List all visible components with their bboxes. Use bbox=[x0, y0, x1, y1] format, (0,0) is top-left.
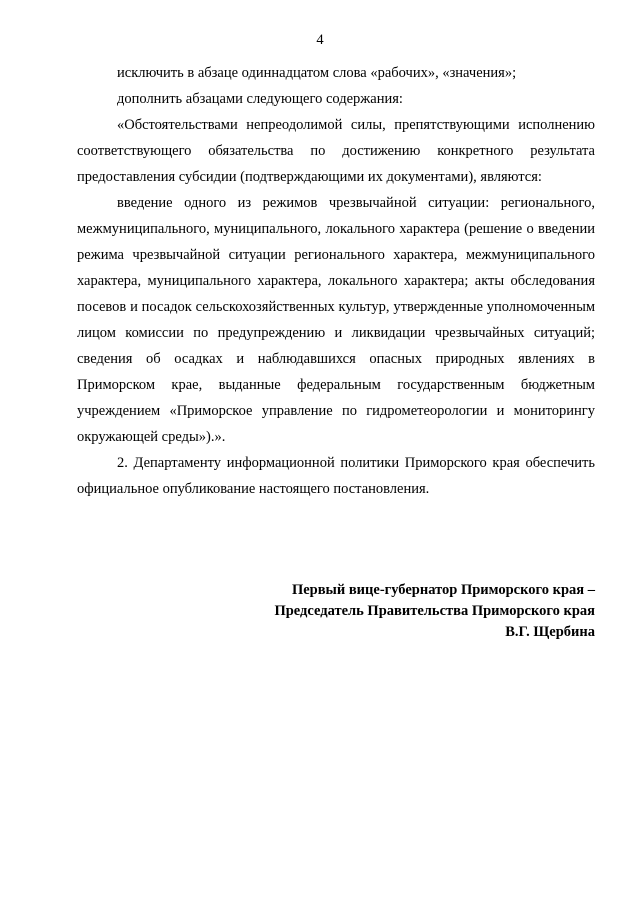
signature-name: В.Г. Щербина bbox=[505, 624, 595, 640]
signature-block bbox=[274, 580, 595, 643]
document-body bbox=[77, 60, 595, 502]
paragraph-force-majeure: «Обстоятельствами непреодолимой силы, препятствующими исполнению соответствующего обязательства по достижению конкретного результата предоставления субсидии (подтверждающими их документами), являются: bbox=[77, 117, 595, 185]
paragraph-emergency-regime: введение одного из режимов чрезвычайной ситуации: регионального, межмуниципального, муниципального, локального характера (решение о введении режима чрезвычайной ситуации регионального характера, межмуниципального характера, муниципального характера, локального характера; акты обследования посевов и посадок сельскохозяйственных культур, утвержденные уполномоченным лицом комиссии по предупреждению и ликвидации чрезвычайных ситуаций; сведения об осадках и наблюдавшихся опасных природных явлениях в Приморском крае, выданные федеральным государственным бюджетным учреждением «Приморское управление по гидрометеорологии и мониторингу окружающей среды»).». bbox=[77, 195, 595, 445]
paragraph-publication: 2. Департаменту информационной политики Приморского края обеспечить официальное опубликование настоящего постановления. bbox=[77, 455, 595, 497]
signature-position-line1: Первый вице-губернатор Приморского края – bbox=[291, 582, 595, 598]
page-number: 4 bbox=[316, 32, 324, 48]
signature-position-line2: Председатель Правительства Приморского края bbox=[274, 603, 595, 619]
paragraph-exclude-words: исключить в абзаце одиннадцатом слова «рабочих», «значения»; bbox=[117, 65, 517, 81]
paragraph-add-paragraphs: дополнить абзацами следующего содержания: bbox=[117, 91, 403, 107]
